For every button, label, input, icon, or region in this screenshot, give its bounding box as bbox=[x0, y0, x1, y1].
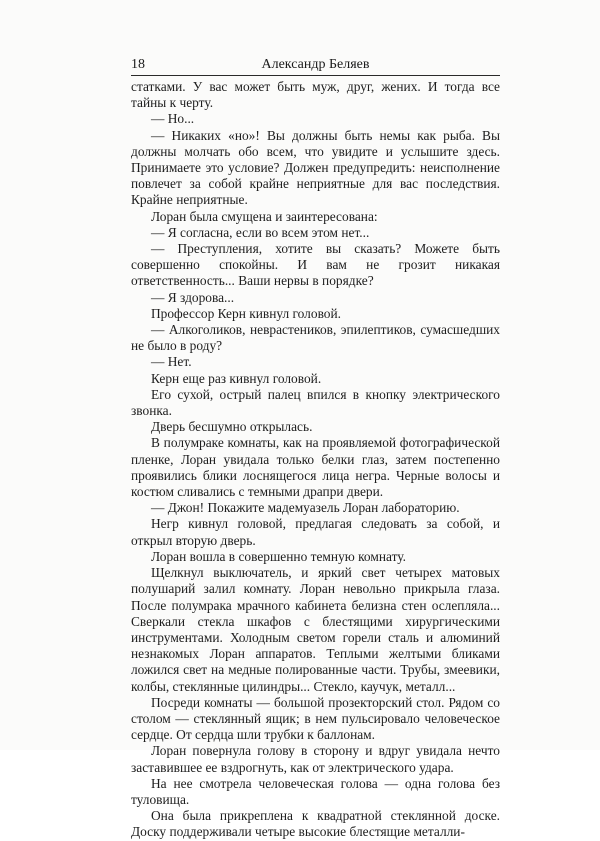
paragraph: Она была прикреплена к квадратной стеклянной доске. Доску поддерживали четыре высокие блестящие металли- bbox=[131, 808, 500, 840]
paragraph: Керн еще раз кивнул головой. bbox=[151, 370, 322, 386]
paragraph: Негр кивнул головой, предлагая следовать за собой, и открыл вторую дверь. bbox=[131, 516, 500, 548]
paragraph: — Нет. bbox=[151, 354, 192, 370]
paragraph: Профессор Керн кивнул головой. bbox=[151, 305, 342, 321]
paragraph: Щелкнул выключатель, и яркий свет четырех матовых полушарий залил комнату. Лоран невольно прикрыла глаза. После полумрака мрачного кабинета белизна стен ослепляла... Сверкали стекла шкафов с блестящими хирургическими инструментами. Холодным светом горели сталь и алюминий незнакомых Лоран аппаратов. Теплыми желтыми бликами ложился свет на медные полированные части. Трубы, змеевики, колбы, стеклянные цилиндры... Стекло, каучук, металл... bbox=[131, 565, 500, 694]
paragraph: — Никаких «но»! Вы должны быть немы как рыба. Вы должны молчать обо всем, что увидите и услышите здесь. Принимаете это условие? Должен предупредить: неисполнение повлечет за собой крайне неприятные для вас последствия. Крайне неприятные. bbox=[131, 127, 500, 208]
paragraph: — Я согласна, если во всем этом нет... bbox=[151, 224, 370, 240]
paragraph: Лоран повернула голову в сторону и вдруг увидала нечто заставившее ее вздрогнуть, как от электрического удара. bbox=[131, 743, 500, 775]
running-title: Александр Беляев bbox=[261, 57, 370, 72]
paragraph: статками. У вас может быть муж, друг, жених. И тогда все тайны к черту. bbox=[131, 79, 500, 111]
paragraph: — Преступления, хотите вы сказать? Можете быть совершенно спокойны. И вам не грозит никакая ответственность... Ваши нервы в порядке? bbox=[131, 241, 500, 289]
paragraph: Лоран была смущена и заинтересована: bbox=[151, 208, 378, 224]
paragraph: — Джон! Покажите мадемуазель Лоран лабораторию. bbox=[151, 500, 460, 516]
page-header bbox=[131, 57, 500, 73]
paragraph: — Я здорова... bbox=[151, 289, 235, 305]
header-rule bbox=[131, 75, 500, 76]
paragraph: Посреди комнаты — большой прозекторский стол. Рядом со столом — стеклянный ящик; в нем пульсировало человеческое сердце. От сердца шли трубки к баллонам. bbox=[131, 694, 500, 743]
paragraph: Лоран вошла в совершенно темную комнату. bbox=[151, 548, 406, 564]
paragraph: В полумраке комнаты, как на проявляемой фотографической пленке, Лоран увидала только белки глаз, затем постепенно проявились блики лоснящегося лица негра. Черные волосы и костюм сливались с темными драпри двери. bbox=[131, 435, 500, 500]
paragraph: Дверь бесшумно открылась. bbox=[151, 419, 313, 435]
paragraph: — Но... bbox=[151, 111, 195, 127]
body-text bbox=[131, 79, 500, 841]
paragraph: — Алкоголиков, неврастеников, эпилептиков, сумасшедших не было в роду? bbox=[131, 322, 500, 354]
page-number: 18 bbox=[131, 57, 145, 72]
paragraph: Его сухой, острый палец впился в кнопку электрического звонка. bbox=[131, 386, 500, 419]
paragraph: На нее смотрела человеческая голова — одна голова без туловища. bbox=[131, 775, 500, 807]
